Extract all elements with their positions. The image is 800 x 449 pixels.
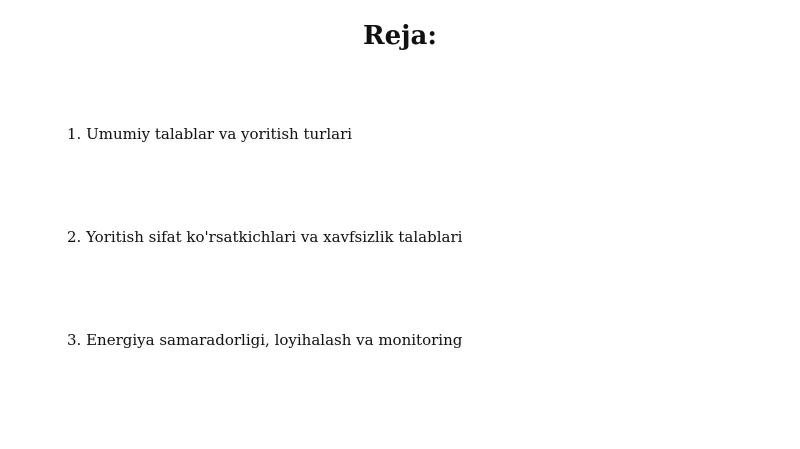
agenda-item: 3. Energiya samaradorligi, loyihalash va monitoring xyxy=(67,331,463,349)
slide-title: Reja: xyxy=(362,21,437,51)
agenda-item: 2. Yoritish sifat ko'rsatkichlari va xavfsizlik talablari xyxy=(67,228,463,246)
agenda-item: 1. Umumiy talablar va yoritish turlari xyxy=(67,125,353,143)
